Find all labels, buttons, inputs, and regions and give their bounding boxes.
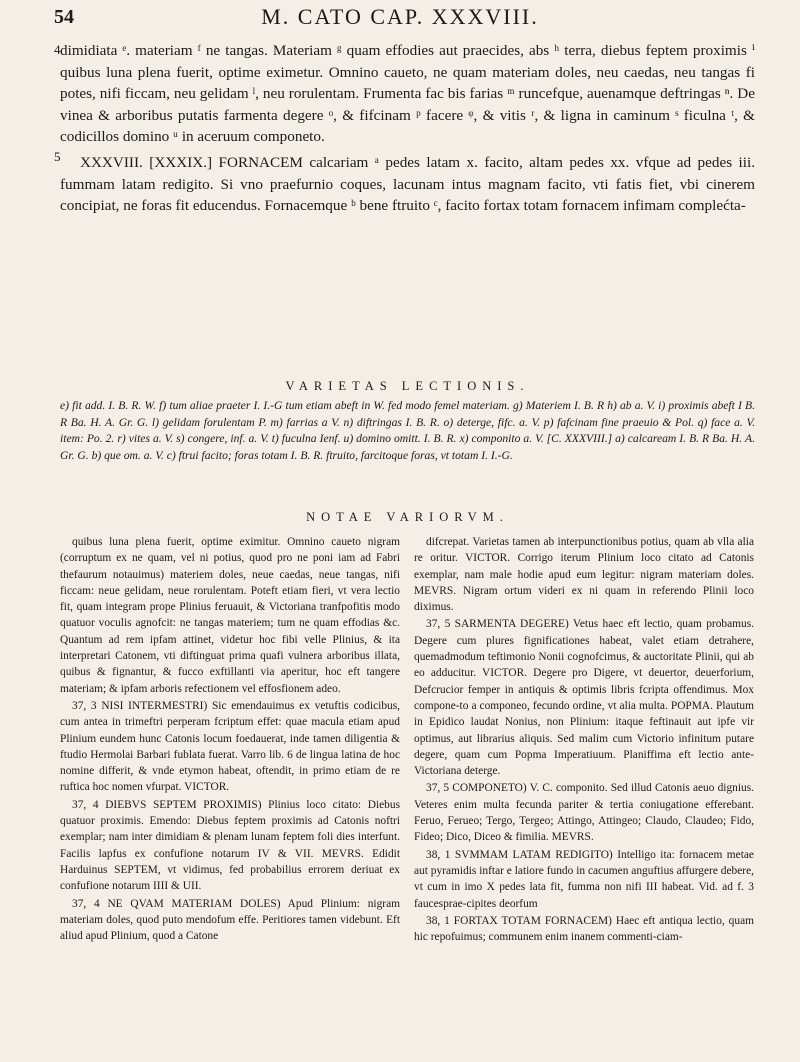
note-paragraph: 37, 4 DIEBVS SEPTEM PROXIMIS) Plinius loco citato: Diebus quatuor proximis. Emendo: Diebus feptem proximis ad Catonis noftri exemplar; nam inter dimidiam & plenam lunam feptem foli dies interfunt. Facilis lapfus ex confufione notarum IV & VII. MEVRS. Edidit Harduinus SEPTEM, vt vidimus, fed probabilius errorem deriuat ex confufione notarum IIII & UII. bbox=[60, 798, 400, 893]
note-paragraph: 38, 1 SVMMAM LATAM REDIGITO) Intelligo ita: fornacem metae aut pyramidis inftar e latiore fundo in cacumen anguftius affurgere debere, vt cum in imo X pedes lata fit, fumma non nifi III habeat. Vid. ad f. 3 faucesprae-cipites deorfum bbox=[414, 848, 754, 910]
line-number: 5 bbox=[54, 149, 61, 164]
main-paragraph: dimidiata ᵉ. materiam ᶠ ne tangas. Materiam ᵍ quam effodies aut praecides, abs ʰ terra, diebus feptem proximis ⁱ quibus luna plena fuerit, optime eximetur. Omnino caueto, ne quam materiam doles, neu caedas, neu tangas fi potes, nifi ficcam, neu gelidam ˡ, neu rorulentam. Frumenta fac bis farias ᵐ runcefque, auenamque deftringas ⁿ. De vinea & arboribus putatis farmenta degere ᵒ, & fifcinam ᵖ facere ᵠ, & vitis ʳ, & ligna in caminum ˢ ficulna ᵗ, & codicillos domino ᵘ in aceruum componeto. bbox=[60, 42, 755, 146]
line-number: 4 bbox=[54, 42, 61, 57]
variae-lectiones-heading: VARIETAS LECTIONIS. bbox=[285, 379, 530, 393]
notes-left-column bbox=[60, 534, 400, 945]
notae-heading: NOTAE VARIORVM. bbox=[306, 510, 509, 524]
note-paragraph: 37, 5 COMPONETO) V. C. componito. Sed illud Catonis aeuo dignius. Veteres enim multa fecunda pariter & tertia coniugatione efferebant. Feruo, Ferueo; Tergo, Tergeo; Attingo, Attingeo; Claudo, Claudeo; Fido, Fideo; Dico, Diceo & fimilia. MEVRS. bbox=[414, 782, 754, 844]
running-title: M. CATO CAP. XXXVIII. bbox=[261, 4, 539, 29]
main-text bbox=[60, 40, 755, 217]
note-paragraph: difcrepat. Varietas tamen ab interpunctionibus potius, quam ab vlla alia re oritur. VICTOR. Corrigo iterum Plinium loco citato ad Catonis exemplar, nam male hodie apud eum legitur: nigram materiam doles. MEVRS. Nigram ortum videri ex ni quam in referendo Plinii loco diximus. bbox=[414, 536, 754, 614]
note-paragraph: 37, 3 NISI INTERMESTRI) Sic emendauimus ex vetuftis codicibus, cum antea in trimeftri perperam fcriptum effet: quae macula etiam apud Plinium eundem hunc Catonis locum foedauerat, inde tamen diligentia & ftudio Hermolai Barbari fublata fuerat. Varro lib. 6 de lingua latina de hoc nomine differit, & vnde etymon habeat, oftendit, in primo etiam de re ruftica hoc nomen vfurpat. VICTOR. bbox=[60, 699, 400, 794]
note-paragraph: 37, 5 SARMENTA DEGERE) Vetus haec eft lectio, quam probamus. Degere cum plures fignificationes habeat, valet etiam detrahere, quemadmodum teftimonio Nonii cognofcimus, & auctoritate Plinii, qui ab eo adducitur. VICTOR. Degere pro Digere, vt deuertor, deuerforium, Defcrucior femper in antiquis & optimis libris fcripta offendimus. Mox compone-to a componeo, fecundo ordine, vt alia multa. POPMA. Plautum in Epidico laudat Nonius, non Plinium: itaque feftinauit aut ipfe vir optimus, aut librarius aliquis. Sed malim cum Victorio infinitum putare degere, quam cum Popma Imperatiuum. Planiffima eft lectio ante-Victoriana deterge. bbox=[414, 618, 754, 778]
variae-lectiones-text: e) fit add. I. B. R. W. f) tum aliae praeter I. I.-G tum etiam abeft in W. fed modo femel materiam. g) Materiem I. B. R h) ab a. V. i) proximis abeft I B. R Ba. H. A. Gr. G. l) gelidam forulentam P. m) farrias a V. n) diftringas I. B. R. o) deterge, fifc. a. V. p) fafcinam fine praeuio & Pol. q) face a. V. item: Po. 2. r) vites a. V. s) congere, inf. a. V. t) fuculna Ienf. u) domino omitt. I. B. R. x) componito a. V. [C. XXXVIII.] a) calcaream I. B. R Ba. H. A. Gr. G. b) que om. a. V. c) ftrui facito; foras totam I. B. R. ftruito, farcitoque foras, vt totam I. I.-G. bbox=[60, 399, 755, 462]
note-paragraph: 37, 4 NE QVAM MATERIAM DOLES) Apud Plinium: nigram materiam doles, quod puto mendofum effe. Peritiores tamen videbunt. Eft aliud apud Plinium, quod a Catone bbox=[60, 897, 400, 943]
main-paragraph: XXXVIII. [XXXIX.] FORNACEM calcariam ᵃ pedes latam x. facito, altam pedes xx. vfque ad pedes iii. fummam latam redigito. Si vno praefurnio coques, lacunam intus magnam facito, vti fatis fiet, vbi cinerem concipiat, ne foras fit educendus. Fornacemque ᵇ bene ftruito ᶜ, facito fortax totam fornacem infimam complećta- bbox=[60, 153, 755, 215]
variae-lectiones bbox=[60, 398, 755, 464]
note-paragraph: 38, 1 FORTAX TOTAM FORNACEM) Haec eft antiqua lectio, quam hic repofuimus; communem enim inanem commenti-ciam- bbox=[414, 914, 754, 944]
page-number: 54 bbox=[54, 6, 74, 28]
notes-right-column bbox=[414, 534, 754, 946]
note-paragraph: quibus luna plena fuerit, optime eximitur. Omnino caueto nigram (corruptum ex ne quam, vel ni potius, quod pro ne poni iam ad Fabri thefaurum notauimus) materiem doles, neue caedas, neue tangas, nifi ficcam: neue gelidam, neue rorulentam. Poteft etiam fieri, vt vera lectio fit, quam integram prope Plinius feruauit, & Victoriana tranfpofitis modo quatuor voculis agnofcit: ne tangas materiem; tum ne quam effodias &c. Quantum ad rem ipfam attinet, videtur hoc fibi velle Plinius, & ita interpretari Catonem, vti diftinguat prima quafi vulnera arboribus illata, quibus & fignantur, & fucco exftillanti via aperitur, hoc eft tangere materiam; & ipfam arboris refectionem vel effosfionem adeo. bbox=[60, 536, 400, 695]
